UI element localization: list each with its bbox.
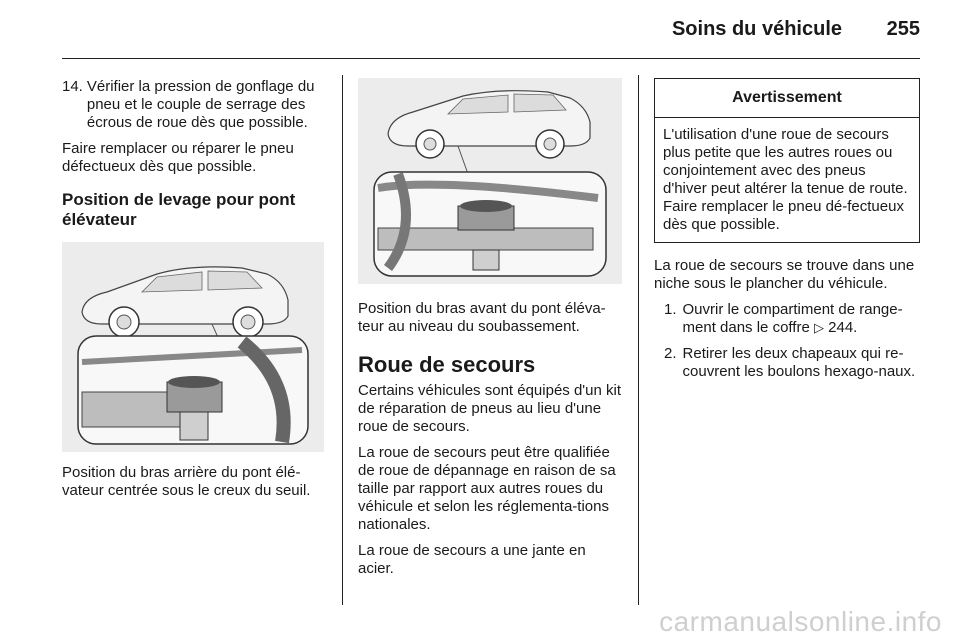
section-heading: Roue de secours	[358, 352, 536, 377]
warning-title: Avertissement	[655, 79, 919, 118]
page-title: Soins du véhicule	[671, 18, 842, 40]
step-text-body: Ouvrir le compartiment de range-ment dans le coffre	[682, 301, 903, 336]
column-divider-1	[342, 75, 343, 605]
paragraph: La roue de secours se trouve dans une niche sous le plancher du véhicule.	[654, 257, 915, 292]
watermark: carmanualsonline.info	[659, 606, 942, 637]
paragraph: La roue de secours a une jante en acier.	[358, 542, 586, 577]
figure-caption: Position du bras avant du pont éléva-teur au niveau du soubassement.	[358, 300, 606, 335]
step-number: 14.	[62, 78, 83, 95]
section-heading: Position de levage pour pont élévateur	[62, 190, 296, 229]
step-text	[677, 301, 920, 337]
step-2	[654, 345, 920, 381]
step-number: 2.	[664, 345, 677, 362]
figure-caption: Position du bras arrière du pont élé-vateur centrée sous le creux du seuil.	[62, 464, 311, 499]
column-1	[62, 78, 326, 508]
step-number: 1.	[664, 301, 677, 318]
reference-arrow-icon: ▷	[813, 320, 824, 335]
page-number: 255	[886, 18, 920, 40]
paragraph: Certains véhicules sont équipés d'un kit de réparation de pneus au lieu d'une roue de secours.	[358, 382, 622, 435]
page-reference[interactable]: 244.	[828, 319, 858, 336]
paragraph: Faire remplacer ou réparer le pneu défectueux dès que possible.	[62, 140, 294, 175]
front-lift-illustration	[358, 78, 622, 284]
car-lift-rear-icon	[62, 242, 324, 452]
column-divider-2	[638, 75, 639, 605]
column-2	[358, 78, 622, 586]
step-text: Vérifier la pression de gonflage du pneu et le couple de serrage des écrous de roue dès que possible.	[86, 78, 315, 131]
step-14	[62, 78, 326, 132]
column-3	[654, 78, 920, 389]
car-lift-front-icon	[358, 78, 622, 284]
warning-box	[654, 78, 920, 243]
rear-lift-illustration	[62, 242, 324, 452]
step-1	[654, 301, 920, 337]
warning-text: L'utilisation d'une roue de secours plus petite que les autres roues ou conjointement avec des pneus d'hiver peut altérer la tenue de route. Faire remplacer le pneu dé-fectueux dès que possible.	[663, 126, 908, 233]
paragraph: La roue de secours peut être qualifiée de roue de dépannage en raison de sa taille par rapport aux autres roues du véhicule et selon les réglementa-tions nationales.	[358, 444, 616, 533]
step-text: Retirer les deux chapeaux qui re-couvrent les boulons hexago-naux.	[682, 345, 916, 380]
header-divider	[62, 58, 920, 59]
